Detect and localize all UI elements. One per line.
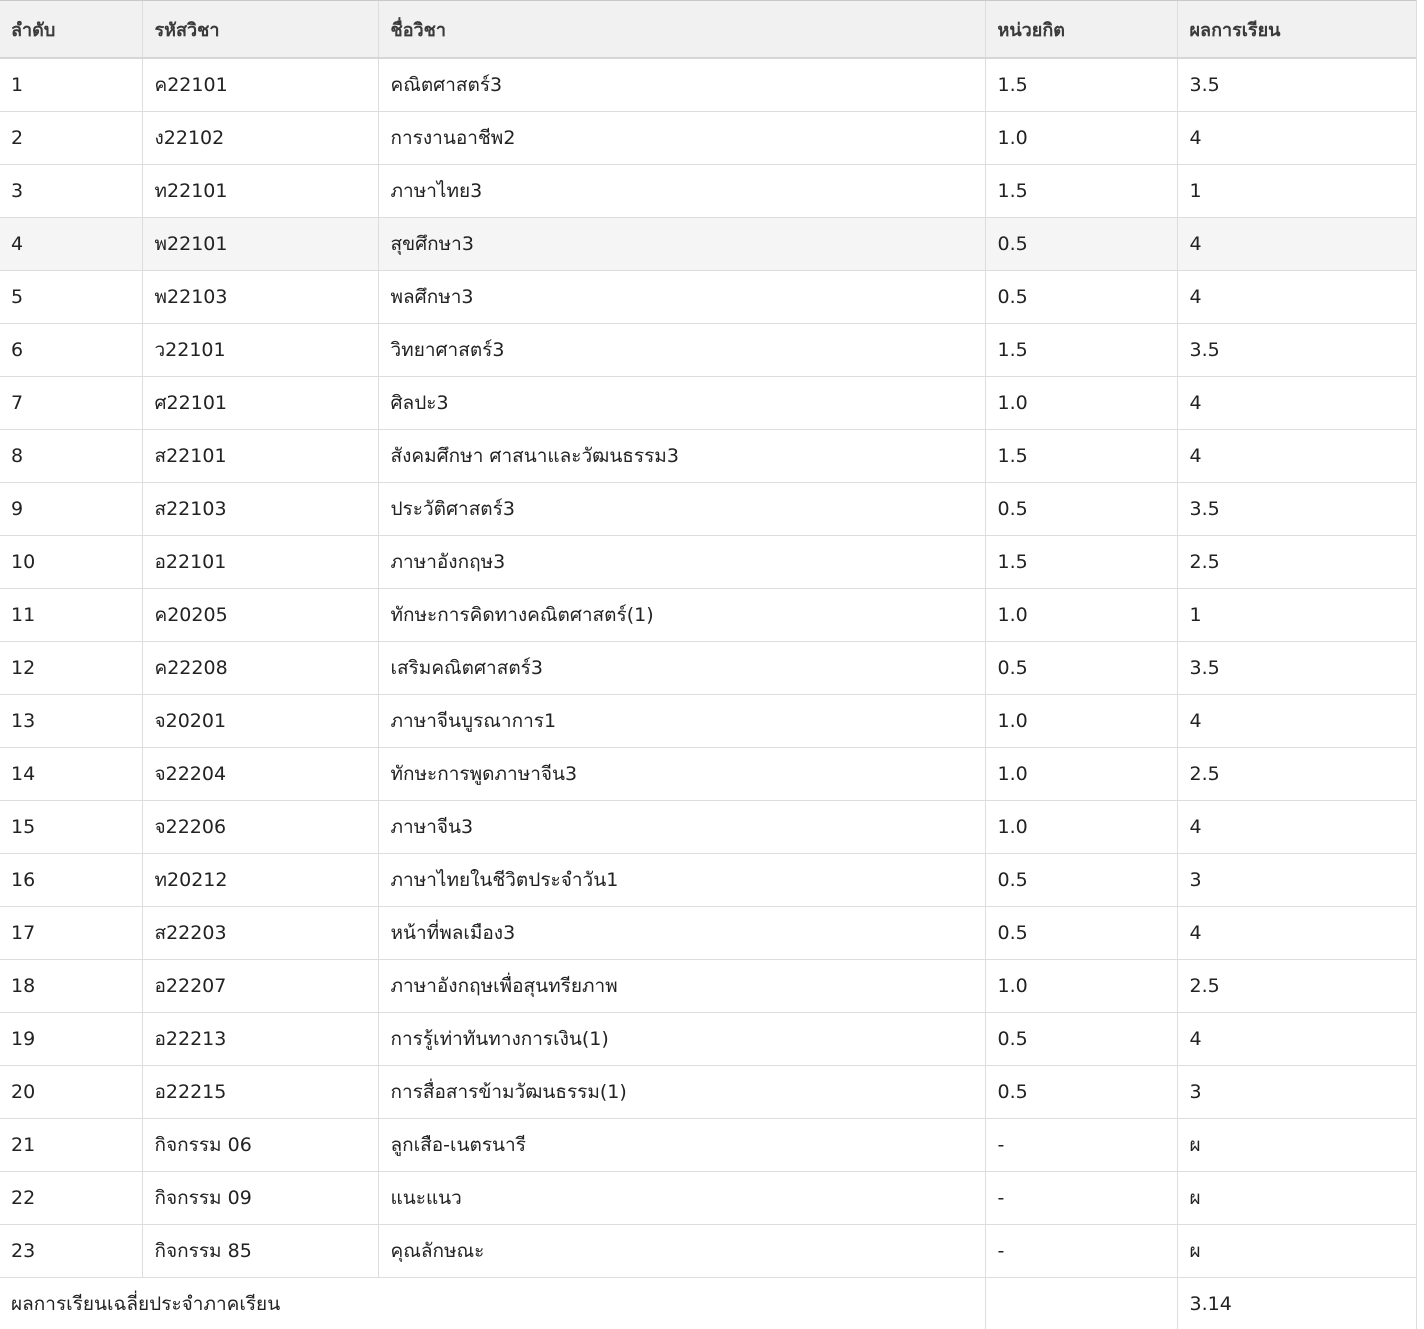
cell-order: 18 [0,959,142,1012]
cell-subject-code: กิจกรรม 06 [142,1118,378,1171]
cell-subject-name: วิทยาศาสตร์3 [378,323,985,376]
summary-gpa: 3.14 [1177,1277,1416,1329]
cell-order: 4 [0,217,142,270]
cell-order: 10 [0,535,142,588]
table-row [0,1224,1416,1277]
cell-order: 21 [0,1118,142,1171]
cell-grade: 4 [1177,1012,1416,1065]
summary-row [0,1277,1416,1329]
table-row [0,482,1416,535]
cell-subject-name: ภาษาจีนบูรณาการ1 [378,694,985,747]
cell-order: 9 [0,482,142,535]
cell-credits: 1.5 [985,58,1177,111]
cell-grade: 3.5 [1177,641,1416,694]
cell-credits: - [985,1224,1177,1277]
cell-subject-name: ประวัติศาสตร์3 [378,482,985,535]
cell-subject-name: การรู้เท่าทันทางการเงิน(1) [378,1012,985,1065]
cell-credits: 0.5 [985,1065,1177,1118]
cell-grade: 3.5 [1177,58,1416,111]
table-row [0,1171,1416,1224]
cell-subject-code: ท20212 [142,853,378,906]
cell-order: 3 [0,164,142,217]
table-row [0,58,1416,111]
cell-order: 6 [0,323,142,376]
cell-order: 22 [0,1171,142,1224]
table-row [0,800,1416,853]
table-row [0,217,1416,270]
cell-subject-name: ทักษะการคิดทางคณิตศาสตร์(1) [378,588,985,641]
cell-subject-name: ทักษะการพูดภาษาจีน3 [378,747,985,800]
cell-subject-code: ส22203 [142,906,378,959]
cell-subject-code: ค22208 [142,641,378,694]
cell-credits: - [985,1118,1177,1171]
cell-subject-code: ส22101 [142,429,378,482]
table-row [0,270,1416,323]
cell-subject-code: อ22213 [142,1012,378,1065]
cell-order: 14 [0,747,142,800]
cell-subject-name: สังคมศึกษา ศาสนาและวัฒนธรรม3 [378,429,985,482]
cell-order: 13 [0,694,142,747]
cell-subject-code: ค20205 [142,588,378,641]
table-row [0,1012,1416,1065]
cell-order: 2 [0,111,142,164]
cell-subject-name: การสื่อสารข้ามวัฒนธรรม(1) [378,1065,985,1118]
cell-grade: 4 [1177,376,1416,429]
cell-subject-name: ภาษาจีน3 [378,800,985,853]
cell-order: 1 [0,58,142,111]
table-row [0,1118,1416,1171]
table-row [0,694,1416,747]
table-row [0,535,1416,588]
cell-credits: 1.0 [985,800,1177,853]
cell-credits: 0.5 [985,1012,1177,1065]
header-row [0,1,1416,58]
summary-label: ผลการเรียนเฉลี่ยประจำภาคเรียน [0,1277,985,1329]
cell-subject-name: สุขศึกษา3 [378,217,985,270]
cell-subject-name: ภาษาไทยในชีวิตประจำวัน1 [378,853,985,906]
cell-order: 17 [0,906,142,959]
cell-subject-name: ภาษาอังกฤษ3 [378,535,985,588]
cell-grade: 2.5 [1177,959,1416,1012]
summary-credits [985,1277,1177,1329]
cell-subject-name: แนะแนว [378,1171,985,1224]
cell-subject-code: ศ22101 [142,376,378,429]
cell-subject-code: อ22207 [142,959,378,1012]
cell-subject-code: จ22204 [142,747,378,800]
table-row [0,429,1416,482]
cell-subject-name: การงานอาชีพ2 [378,111,985,164]
cell-order: 19 [0,1012,142,1065]
cell-order: 7 [0,376,142,429]
cell-grade: 3 [1177,1065,1416,1118]
cell-credits: 0.5 [985,906,1177,959]
cell-subject-code: ค22101 [142,58,378,111]
cell-subject-name: ศิลปะ3 [378,376,985,429]
cell-credits: 0.5 [985,853,1177,906]
table-row [0,111,1416,164]
cell-order: 12 [0,641,142,694]
cell-grade: 2.5 [1177,535,1416,588]
cell-grade: 1 [1177,588,1416,641]
cell-credits: 1.0 [985,959,1177,1012]
cell-credits: 0.5 [985,482,1177,535]
grades-table [0,1,1416,1329]
cell-subject-name: ภาษาไทย3 [378,164,985,217]
header-subject-code: รหัสวิชา [142,1,378,58]
cell-credits: 1.0 [985,747,1177,800]
header-credits: หน่วยกิต [985,1,1177,58]
cell-grade: 4 [1177,217,1416,270]
cell-grade: 3.5 [1177,482,1416,535]
cell-order: 11 [0,588,142,641]
cell-credits: 1.5 [985,535,1177,588]
cell-order: 20 [0,1065,142,1118]
header-subject-name: ชื่อวิชา [378,1,985,58]
cell-subject-name: เสริมคณิตศาสตร์3 [378,641,985,694]
table-row [0,588,1416,641]
table-row [0,641,1416,694]
cell-credits: 1.0 [985,694,1177,747]
cell-grade: ผ [1177,1118,1416,1171]
table-row [0,906,1416,959]
cell-grade: 4 [1177,800,1416,853]
cell-credits: 1.0 [985,588,1177,641]
cell-subject-name: หน้าที่พลเมือง3 [378,906,985,959]
cell-credits: 1.0 [985,111,1177,164]
cell-subject-code: พ22101 [142,217,378,270]
cell-grade: 4 [1177,429,1416,482]
table-row [0,959,1416,1012]
cell-grade: 4 [1177,270,1416,323]
cell-grade: 1 [1177,164,1416,217]
cell-order: 15 [0,800,142,853]
cell-credits: 1.5 [985,164,1177,217]
cell-credits: 0.5 [985,270,1177,323]
cell-grade: 4 [1177,694,1416,747]
cell-subject-code: ง22102 [142,111,378,164]
cell-credits: 1.5 [985,323,1177,376]
cell-grade: ผ [1177,1224,1416,1277]
cell-order: 23 [0,1224,142,1277]
cell-credits: 1.5 [985,429,1177,482]
cell-subject-code: ว22101 [142,323,378,376]
cell-subject-name: ลูกเสือ-เนตรนารี [378,1118,985,1171]
cell-subject-name: ภาษาอังกฤษเพื่อสุนทรียภาพ [378,959,985,1012]
table-row [0,1065,1416,1118]
cell-order: 8 [0,429,142,482]
cell-subject-code: ท22101 [142,164,378,217]
cell-subject-name: พลศึกษา3 [378,270,985,323]
cell-credits: 1.0 [985,376,1177,429]
cell-subject-code: พ22103 [142,270,378,323]
header-order: ลำดับ [0,1,142,58]
cell-credits: 0.5 [985,217,1177,270]
table-row [0,323,1416,376]
cell-grade: 4 [1177,111,1416,164]
cell-grade: ผ [1177,1171,1416,1224]
cell-subject-code: อ22101 [142,535,378,588]
cell-grade: 3.5 [1177,323,1416,376]
cell-subject-code: อ22215 [142,1065,378,1118]
cell-subject-code: กิจกรรม 85 [142,1224,378,1277]
table-row [0,747,1416,800]
header-grade: ผลการเรียน [1177,1,1416,58]
cell-subject-name: คุณลักษณะ [378,1224,985,1277]
cell-subject-name: คณิตศาสตร์3 [378,58,985,111]
cell-subject-code: กิจกรรม 09 [142,1171,378,1224]
table-body [0,58,1416,1329]
cell-subject-code: จ22206 [142,800,378,853]
cell-grade: 4 [1177,906,1416,959]
cell-order: 16 [0,853,142,906]
cell-credits: - [985,1171,1177,1224]
cell-grade: 3 [1177,853,1416,906]
cell-subject-code: ส22103 [142,482,378,535]
cell-credits: 0.5 [985,641,1177,694]
table-header [0,1,1416,58]
cell-subject-code: จ20201 [142,694,378,747]
cell-grade: 2.5 [1177,747,1416,800]
table-row [0,376,1416,429]
table-row [0,164,1416,217]
table-row [0,853,1416,906]
cell-order: 5 [0,270,142,323]
